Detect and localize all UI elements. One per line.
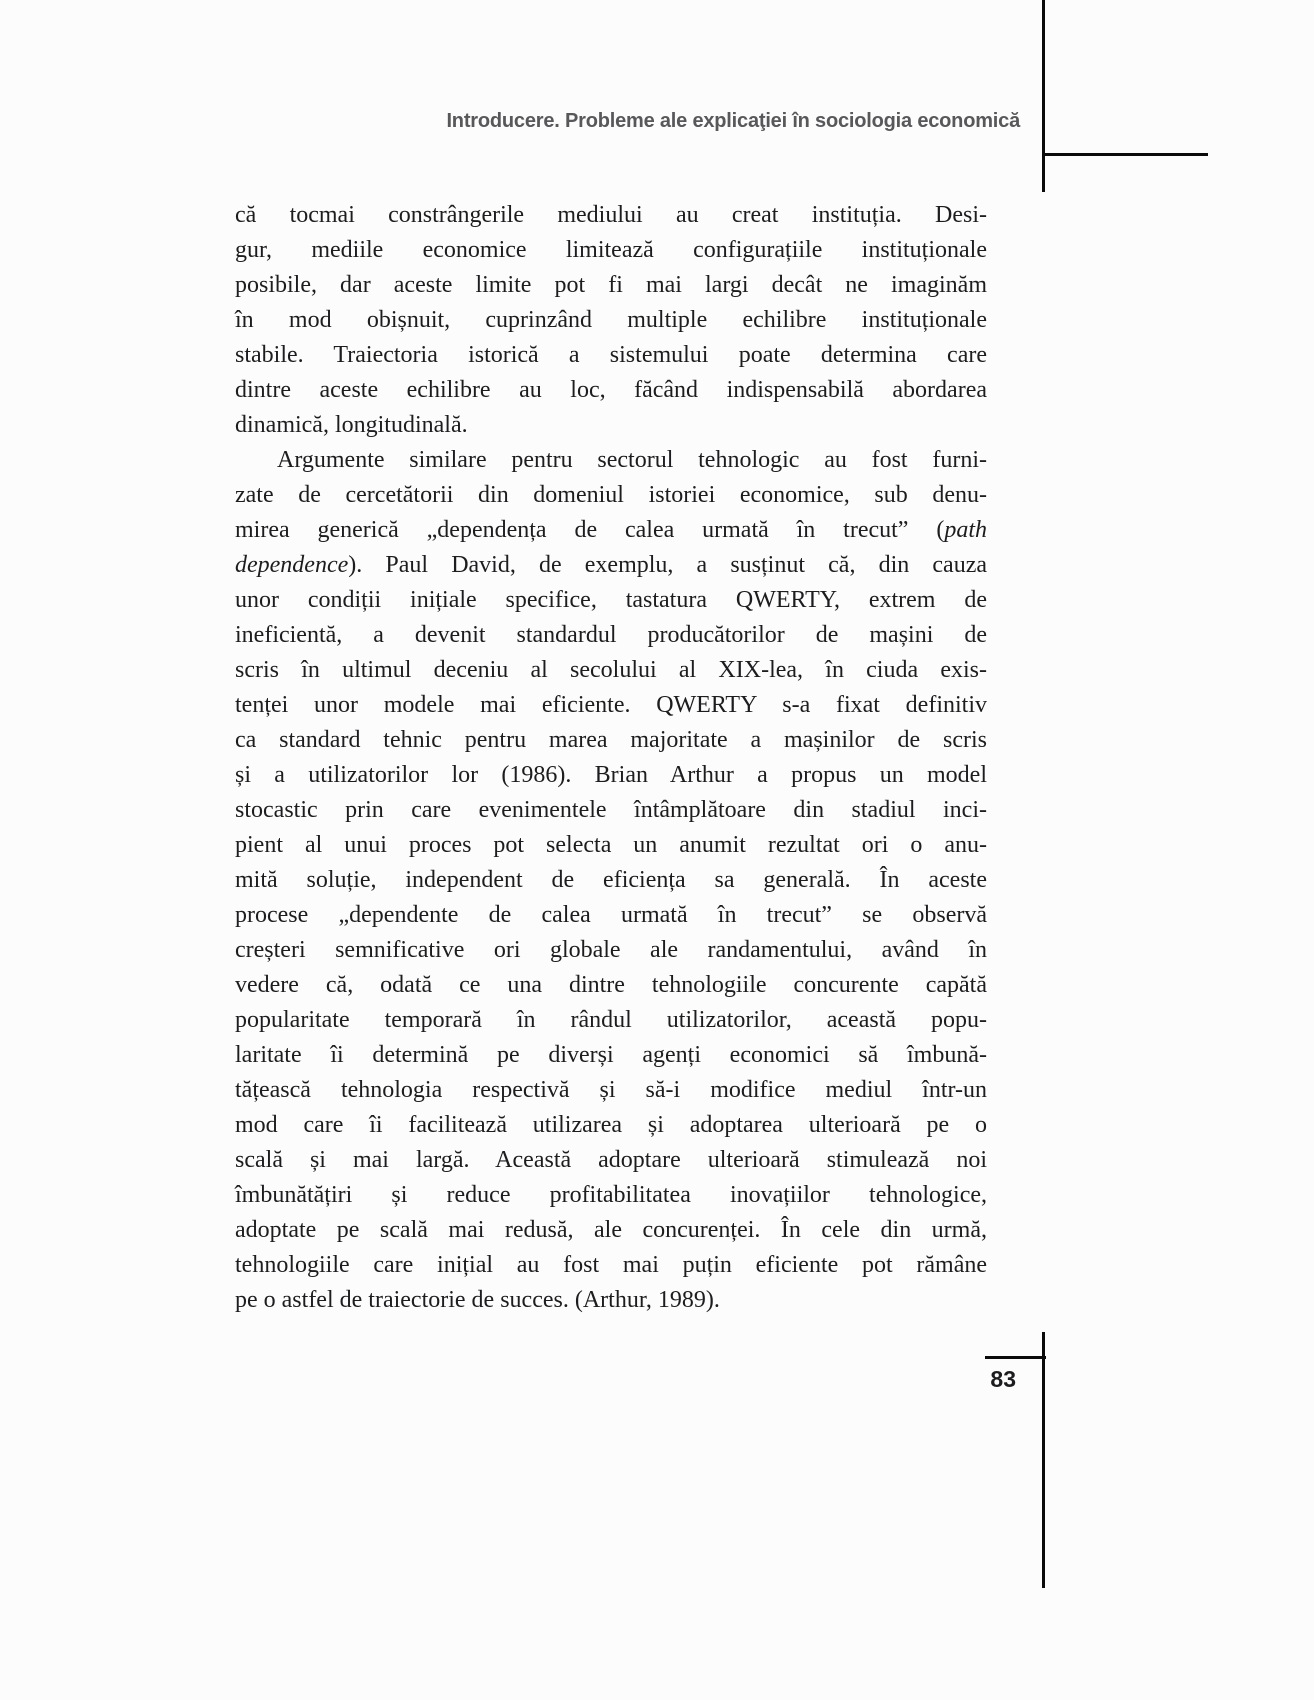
text-line — [235, 863, 987, 898]
text-segment: posibile, dar aceste limite pot fi mai largi decât ne imaginăm — [235, 272, 987, 298]
italic-text: dependence — [235, 552, 349, 578]
text-segment: procese „dependente de calea urmată în trecut” se observă — [235, 902, 987, 928]
text-line — [235, 233, 987, 268]
text-segment: mită soluție, independent de eficiența sa generală. În aceste — [235, 867, 987, 893]
text-segment: pe o astfel de traiectorie de succes. (Arthur, 1989). — [235, 1287, 720, 1313]
page-number: 83 — [990, 1366, 1016, 1392]
text-line — [235, 898, 987, 933]
text-segment: stocastic prin care evenimentele întâmplătoare din stadiul inci- — [235, 797, 987, 823]
text-line — [235, 548, 987, 583]
text-line — [235, 373, 987, 408]
text-line — [235, 338, 987, 373]
bottom-crop-mark-vertical — [1042, 1332, 1045, 1588]
text-line — [235, 443, 987, 478]
text-segment: îmbunătățiri și reduce profitabilitatea inovațiilor tehnologice, — [235, 1182, 987, 1208]
text-line — [235, 478, 987, 513]
text-segment: mod care îi facilitează utilizarea și adoptarea ulterioară pe o — [235, 1112, 987, 1138]
text-line — [235, 303, 987, 338]
text-line — [235, 268, 987, 303]
text-segment: și a utilizatorilor lor (1986). Brian Arthur a propus un model — [235, 762, 987, 788]
text-segment: că tocmai constrângerile mediului au creat instituția. Desi- — [235, 202, 987, 228]
text-line — [235, 1283, 987, 1318]
text-line — [235, 1248, 987, 1283]
text-line — [235, 618, 987, 653]
text-segment: ineficientă, a devenit standardul producătorilor de mașini de — [235, 622, 987, 648]
text-line — [235, 723, 987, 758]
text-segment: scală și mai largă. Această adoptare ulterioară stimulează noi — [235, 1147, 987, 1173]
text-segment: zate de cercetătorii din domeniul istoriei economice, sub denu- — [235, 482, 987, 508]
text-segment: pient al unui proces pot selecta un anumit rezultat ori o anu- — [235, 832, 987, 858]
text-segment: dinamică, longitudinală. — [235, 412, 468, 438]
paragraph — [235, 198, 987, 443]
text-segment: vedere că, odată ce una dintre tehnologiile concurente capătă — [235, 972, 987, 998]
text-line — [235, 1143, 987, 1178]
top-crop-mark-horizontal — [1042, 153, 1208, 156]
italic-text: path — [944, 517, 987, 543]
text-line — [235, 1003, 987, 1038]
top-crop-mark-vertical — [1042, 0, 1045, 192]
text-line — [235, 793, 987, 828]
text-segment: stabile. Traiectoria istorică a sistemului poate determina care — [235, 342, 987, 368]
text-segment: în mod obișnuit, cuprinzând multiple echilibre instituționale — [235, 307, 987, 333]
text-line — [235, 1038, 987, 1073]
text-line — [235, 198, 987, 233]
text-line — [235, 758, 987, 793]
text-segment: ). Paul David, de exemplu, a susținut că, din cauza — [348, 552, 987, 578]
text-segment: creșteri semnificative ori globale ale randamentului, având în — [235, 937, 987, 963]
text-segment: scris în ultimul deceniu al secolului al XIX-lea, în ciuda exis- — [235, 657, 987, 683]
running-header: Introducere. Probleme ale explicaţiei în sociologia economică — [446, 110, 1020, 132]
text-segment: gur, mediile economice limitează configurațiile instituționale — [235, 237, 987, 263]
text-segment: tehnologiile care inițial au fost mai puțin eficiente pot rămâne — [235, 1252, 987, 1278]
text-line — [235, 583, 987, 618]
body-text — [235, 198, 987, 1318]
text-segment: popularitate temporară în rândul utilizatorilor, această popu- — [235, 1007, 987, 1033]
text-segment: unor condiții inițiale specifice, tastatura QWERTY, extrem de — [235, 587, 987, 613]
text-line — [235, 933, 987, 968]
paragraph — [235, 443, 987, 1318]
text-line — [235, 1178, 987, 1213]
text-line — [235, 1108, 987, 1143]
text-line — [235, 968, 987, 1003]
text-line — [235, 1073, 987, 1108]
text-line — [235, 828, 987, 863]
text-segment: laritate îi determină pe diverși agenți economici să îmbună- — [235, 1042, 987, 1068]
text-segment: dintre aceste echilibre au loc, făcând indispensabilă abordarea — [235, 377, 987, 403]
text-segment: adoptate pe scală mai redusă, ale concurenței. În cele din urmă, — [235, 1217, 987, 1243]
text-segment: tățească tehnologia respectivă și să-i modifice mediul într-un — [235, 1077, 987, 1103]
text-line — [235, 513, 987, 548]
text-line — [235, 688, 987, 723]
bottom-crop-mark-horizontal — [985, 1356, 1046, 1359]
text-line — [235, 408, 987, 443]
text-segment: Argumente similare pentru sectorul tehnologic au fost furni- — [277, 447, 987, 473]
text-line — [235, 1213, 987, 1248]
text-segment: ca standard tehnic pentru marea majoritate a mașinilor de scris — [235, 727, 987, 753]
text-segment: tenței unor modele mai eficiente. QWERTY s-a fixat definitiv — [235, 692, 987, 718]
text-segment: mirea generică „dependența de calea urmată în trecut” ( — [235, 517, 945, 543]
text-line — [235, 653, 987, 688]
